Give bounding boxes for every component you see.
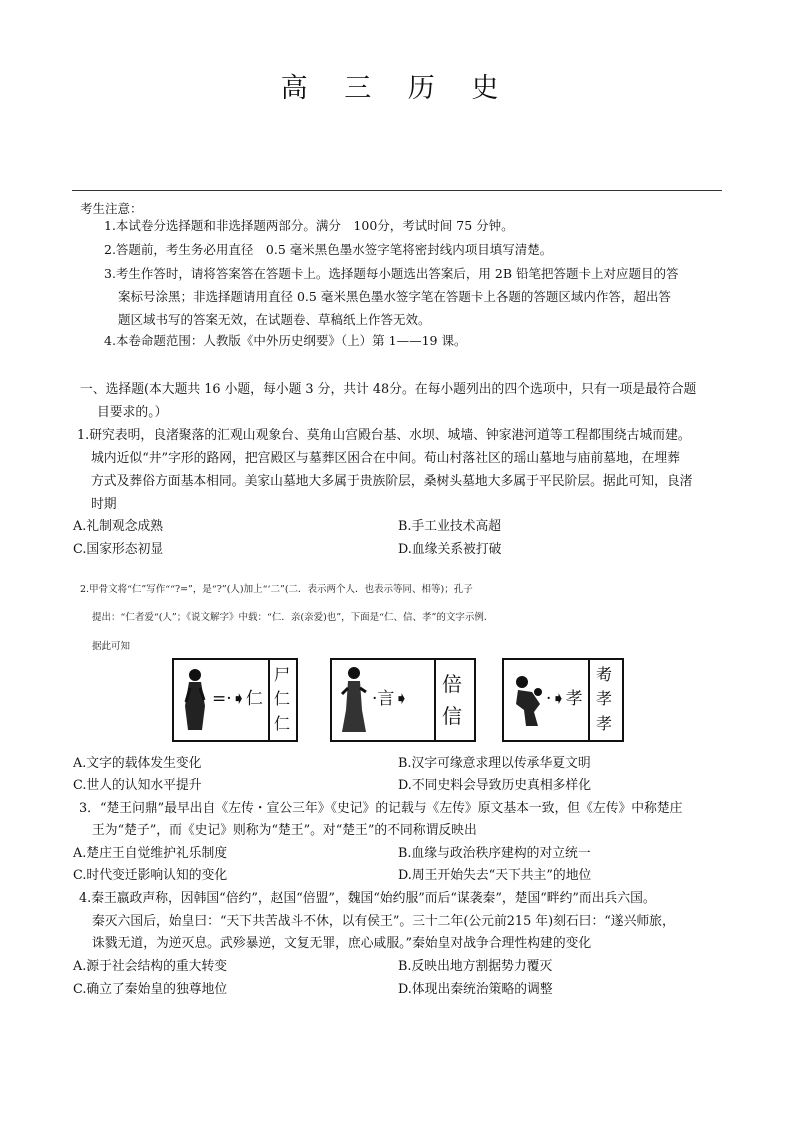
q3-stem-line: 王为“楚子”，而《史记》则称为“楚王”。对“楚王”的不同称谓反映出 (92, 823, 477, 838)
q2-option-d: D.不同史料会导致历史真相多样化 (398, 778, 592, 793)
q4-stem-line: 秦灭六国后，始皇曰：“天下共苦战斗不休，以有侯王”。三十二年(公元前215 年)刻石曰：“遂兴师旅， (92, 914, 675, 929)
figure-xiao-char: 孝 (596, 689, 613, 708)
notice-item-3-cont2: 题区域书写的答案无效，在试题卷、草稿纸上作答无效。 (118, 312, 431, 327)
figure-xiao-arrow: ·➧孝 (546, 689, 583, 709)
q1-stem-line: 方式及葬俗方面基本相同。美家山墓地大多属于贵族阶层，桑树头墓地大多属于平民阶层。据此可知，良渚 (91, 474, 693, 489)
figure-xin-char: 信 (442, 704, 462, 728)
notice-heading: 考生注意： (80, 201, 143, 216)
figure-xiao-char: 耇 (596, 665, 613, 684)
q2-stem-line: 据此可知 (92, 641, 131, 652)
q4-option-a: A.源于社会结构的重大转变 (73, 959, 228, 974)
q3-option-d: D.周王开始失去“天下共主”的地位 (398, 868, 592, 883)
q4-option-b: B.反映出地方割据势力覆灭 (398, 959, 553, 974)
q3-option-a: A.楚庄王自觉维护礼乐制度 (73, 846, 228, 861)
notice-item-3: 3.考生作答时，请将答案答在答题卡上。选择题每小题选出答案后，用 2B 铅笔把答题卡上对应题目的答 (104, 266, 679, 281)
q4-stem-line: 4.秦王嬴政声称，因韩国“倍约”，赵国“倍盟”，魏国“始约服”而后“谋袭秦”，楚国“畔约”而出兵六国。 (79, 891, 656, 906)
person-figure-icon (178, 666, 212, 734)
q2-option-a: A.文字的载体发生变化 (73, 756, 202, 771)
figure-divider (588, 660, 590, 740)
header-divider (72, 190, 722, 191)
figure-ren-char: 仁 (274, 714, 291, 733)
figure-ren-char: 尸 (274, 665, 291, 684)
q2-option-c: C.世人的认知水平提升 (73, 778, 202, 793)
q1-stem-line: 1.研究表明，良渚聚落的汇观山观象台、莫角山宫殿台基、水坝、城墙、钟家港河道等工程都围绕古城而建。 (77, 428, 691, 443)
q1-stem-line: 时期 (91, 497, 117, 512)
q2-option-b: B.汉字可缘意求理以传承华夏文明 (398, 756, 591, 771)
person-figure-icon (510, 670, 546, 730)
figure-xin (330, 658, 476, 742)
figure-xiao (502, 658, 624, 742)
q3-option-b: B.血缘与政治秩序建构的对立统一 (398, 846, 591, 861)
figure-divider (268, 660, 270, 740)
notice-item-3-cont: 案标号涂黑；非选择题请用直径 0.5 毫米黑色墨水签字笔在答题卡上各题的答题区域内作答，超出答 (118, 289, 671, 304)
figure-ren-arrow: =·➧仁 (212, 689, 263, 709)
q1-stem-line: 城内近似“井”字形的路网，把宫殿区与墓葬区困合在中间。荀山村落社区的瑶山墓地与庙前墓地，在埋葬 (91, 451, 680, 466)
figure-xin-char: 倍 (442, 672, 462, 696)
q1-option-d: D.血缘关系被打破 (398, 542, 502, 557)
notice-item-1: 1.本试卷分选择题和非选择题两部分。满分 100分，考试时间 75 分钟。 (104, 218, 514, 233)
q1-option-b: B.手工业技术高超 (398, 519, 502, 534)
figure-divider (434, 660, 436, 740)
figure-ren (172, 658, 298, 742)
figure-xin-arrow: ·言➧ (372, 689, 409, 709)
notice-item-4: 4.本卷命题范围：人教版《中外历史纲要》（上）第 1——19 课。 (104, 333, 467, 348)
q4-option-c: C.确立了秦始皇的独尊地位 (73, 982, 228, 997)
figure-ren-char: 仁 (274, 689, 291, 708)
q4-stem-line: 诛戮无道，为逆灭息。武殄暴逆，文复无罪，庶心咸服。”秦始皇对战争合理性构建的变化 (92, 936, 592, 951)
q1-option-a: A.礼制观念成熟 (73, 519, 164, 534)
section-heading: 一、选择题(本大题共 16 小题，每小题 3 分，共计 48分。在每小题列出的四个选项中，只有一项是最符合题 (80, 382, 697, 397)
notice-item-2: 2.答题前，考生务必用直径 0.5 毫米黑色墨水签字笔将密封线内项目填写清楚。 (104, 242, 553, 257)
q3-stem-line: 3．“楚王问鼎”最早出自《左传・宣公三年》《史记》的记载与《左传》原文基本一致，但《左传》中称楚庄 (79, 801, 683, 816)
q1-option-c: C.国家形态初显 (73, 542, 164, 557)
section-heading-cont: 目要求的。） (97, 405, 168, 420)
q2-stem-line: 提出：“仁者爱“(人”；《说文解字》中载：“仁．亲(亲爱)也”，下面是“仁、信、孝”的文字示例． (92, 612, 494, 623)
q3-option-c: C.时代变迁影响认知的变化 (73, 868, 228, 883)
figure-xiao-char: 孝 (596, 714, 613, 733)
person-figure-icon (338, 664, 370, 736)
q2-stem-line: 2.甲骨文将“仁”写作““?=”，是“?”(人)加上“‘二”(二．表示两个人．也表示等同、相等)；孔子 (80, 584, 473, 595)
page-title: 高 三 历 史 (280, 73, 513, 104)
q4-option-d: D.体现出秦统治策略的调整 (398, 982, 553, 997)
